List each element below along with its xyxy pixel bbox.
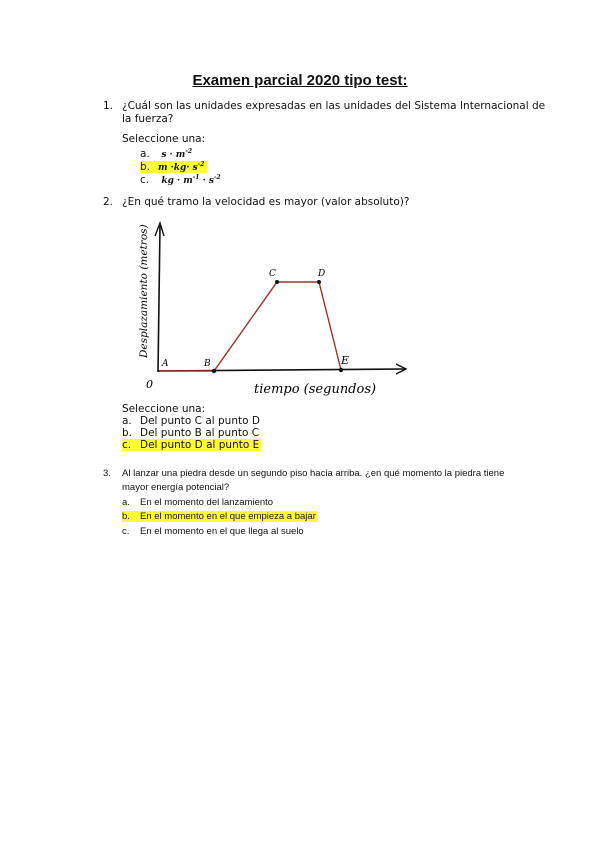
- option-letter: c.: [122, 439, 132, 451]
- point-label-b: B: [204, 359, 211, 369]
- select-prompt: Seleccione una:: [122, 133, 206, 145]
- option-text: En el momento en el que llega al suelo: [140, 526, 304, 537]
- question-text-line1: ¿Cuál son las unidades expresadas en las unidades del Sistema Internacional de: [122, 100, 546, 112]
- formula-base: kg · m: [161, 176, 193, 186]
- question-text-line1: ¿En qué tramo la velocidad es mayor (valor absoluto)?: [122, 196, 410, 208]
- point-b-marker: [212, 369, 216, 373]
- point-label-d: D: [318, 269, 326, 279]
- question-1: [103, 100, 546, 130]
- option-1c[interactable]: [140, 172, 221, 187]
- displacement-line: [160, 282, 341, 371]
- formula-exponent: -1: [192, 174, 200, 181]
- option-letter: c.: [122, 526, 130, 537]
- option-3c[interactable]: [122, 526, 304, 538]
- origin-label: 0: [146, 378, 153, 391]
- question-number: 3.: [103, 468, 111, 479]
- point-label-a: A: [162, 359, 169, 369]
- option-2b[interactable]: [122, 427, 259, 439]
- select-prompt: Seleccione una:: [122, 403, 206, 415]
- question-3: [103, 467, 563, 495]
- option-letter: a.: [122, 497, 130, 508]
- option-text: Del punto D al punto E: [140, 439, 260, 451]
- option-2c[interactable]: [122, 439, 261, 451]
- option-3b[interactable]: [122, 511, 318, 523]
- question-2: [103, 196, 543, 210]
- option-letter: a.: [122, 415, 132, 427]
- question-text-line2: mayor energía potencial?: [122, 482, 230, 493]
- formula-base: m ·kg· s: [158, 163, 198, 173]
- displacement-time-graph: [120, 218, 420, 403]
- highlighted-answer: [122, 511, 318, 522]
- question-text-line2: la fuerza?: [122, 113, 174, 125]
- option-text: En el momento del lanzamiento: [140, 497, 274, 508]
- y-axis-label: Desplazamiento (metros): [138, 224, 150, 358]
- point-e-marker: [339, 368, 343, 372]
- x-axis-label: tiempo (segundos): [254, 382, 377, 397]
- option-3a[interactable]: [122, 497, 273, 509]
- point-c-marker: [275, 280, 279, 284]
- formula-base: s · m: [161, 150, 186, 160]
- formula-exponent: -2: [185, 148, 193, 155]
- question-text-line1: Al lanzar una piedra desde un segundo piso hacia arriba. ¿en qué momento la piedra tiene: [122, 468, 505, 479]
- option-2a[interactable]: [122, 415, 260, 427]
- formula-exponent: -2: [197, 161, 205, 168]
- page-title: Examen parcial 2020 tipo test:: [192, 72, 408, 89]
- point-label-e: E: [341, 354, 350, 367]
- option-text: Del punto B al punto C: [140, 427, 260, 439]
- option-letter: b.: [122, 427, 133, 439]
- formula-mid: · s: [199, 176, 214, 186]
- option-letter: b.: [140, 161, 151, 173]
- option-letter: b.: [122, 511, 130, 522]
- point-d-marker: [317, 280, 321, 284]
- formula-exponent: -2: [213, 174, 221, 181]
- point-label-c: C: [269, 269, 276, 279]
- option-formula: [161, 176, 220, 186]
- highlighted-answer: [122, 439, 261, 451]
- question-number: 1.: [103, 100, 114, 112]
- option-text: Del punto C al punto D: [140, 415, 260, 427]
- option-text: En el momento en el que empieza a bajar: [140, 511, 316, 522]
- question-number: 2.: [103, 196, 114, 208]
- option-letter: c.: [140, 174, 150, 186]
- y-axis: [158, 226, 160, 372]
- option-letter: a.: [140, 148, 150, 160]
